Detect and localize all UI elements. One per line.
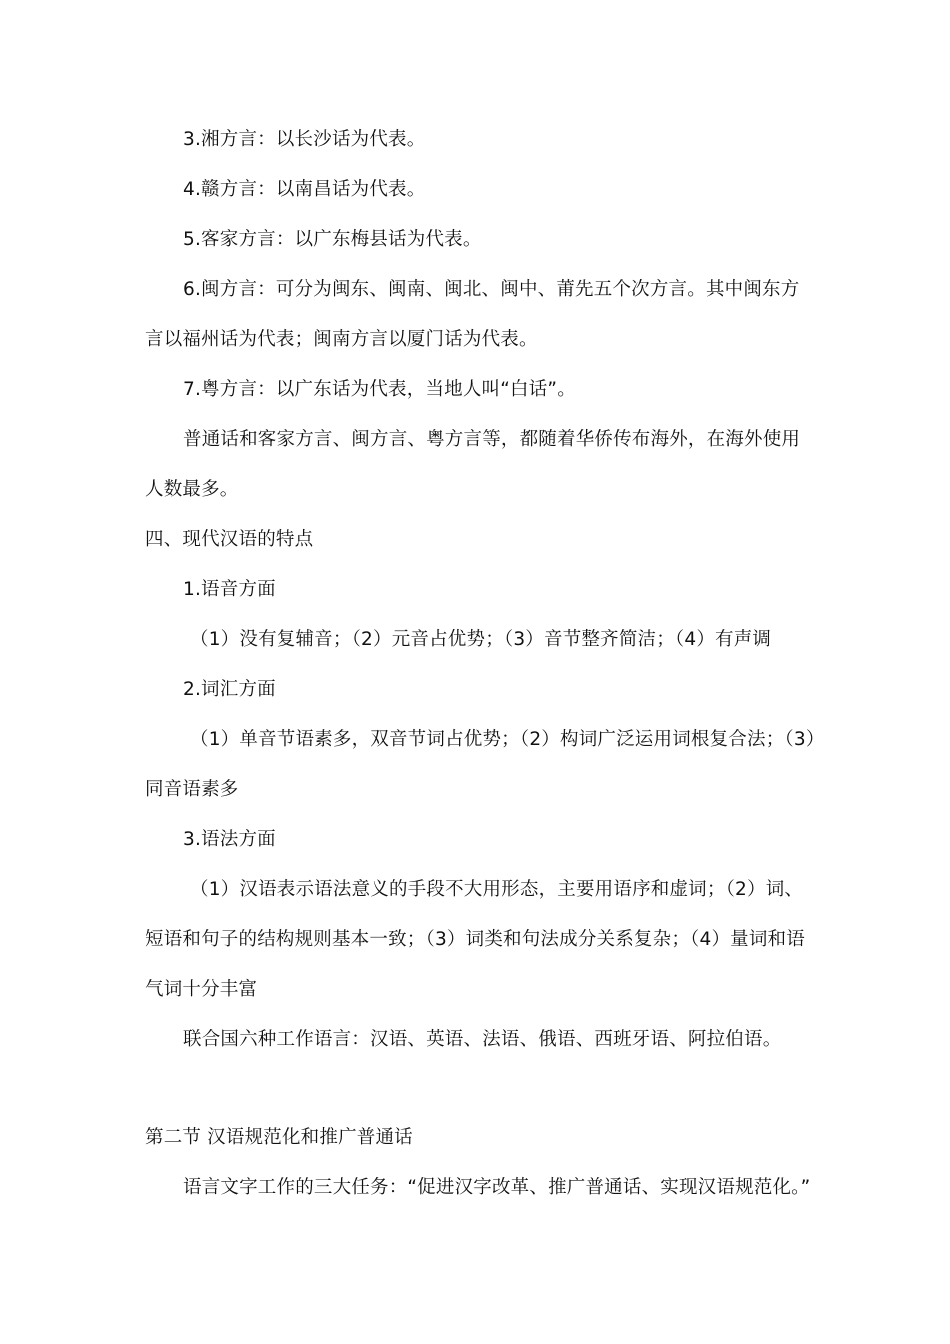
section-heading-chapter-two: 第二节 汉语规范化和推广普通话	[145, 1127, 413, 1148]
grammar-items-line-1: （1）汉语表示语法意义的手段不大用形态，主要用语序和虚词；（2）词、	[190, 879, 804, 900]
subheading-vocabulary: 2.词汇方面	[183, 679, 276, 700]
paragraph-un-languages: 联合国六种工作语言：汉语、英语、法语、俄语、西班牙语、阿拉伯语。	[183, 1029, 782, 1050]
paragraph-overseas-line-1: 普通话和客家方言、闽方言、粤方言等，都随着华侨传布海外，在海外使用	[183, 429, 801, 450]
vocabulary-items-line-2: 同音语素多	[145, 779, 239, 800]
subheading-grammar: 3.语法方面	[183, 829, 276, 850]
phonetics-items: （1）没有复辅音；（2）元音占优势；（3）音节整齐简洁；（4）有声调	[190, 629, 772, 650]
paragraph-xiang-dialect: 3.湘方言：以长沙话为代表。	[183, 129, 426, 150]
vocabulary-items-line-1: （1）单音节语素多，双音节词占优势；（2）构词广泛运用词根复合法；（3）	[190, 729, 825, 750]
paragraph-hakka-dialect: 5.客家方言：以广东梅县话为代表。	[183, 229, 482, 250]
paragraph-min-dialect-line-1: 6.闽方言：可分为闽东、闽南、闽北、闽中、莆先五个次方言。其中闽东方	[183, 279, 800, 300]
grammar-items-line-3: 气词十分丰富	[145, 979, 258, 1000]
paragraph-min-dialect-line-2: 言以福州话为代表；闽南方言以厦门话为代表。	[145, 329, 538, 350]
grammar-items-line-2: 短语和句子的结构规则基本一致；（3）词类和句法成分关系复杂；（4）量词和语	[145, 929, 805, 950]
paragraph-yue-dialect: 7.粤方言：以广东话为代表，当地人叫“白话”。	[183, 379, 576, 400]
subheading-phonetics: 1.语音方面	[183, 579, 276, 600]
paragraph-gan-dialect: 4.赣方言：以南昌话为代表。	[183, 179, 426, 200]
paragraph-overseas-line-2: 人数最多。	[145, 479, 239, 500]
section-heading-features: 四、现代汉语的特点	[145, 529, 314, 550]
paragraph-three-tasks: 语言文字工作的三大任务：“促进汉字改革、推广普通话、实现汉语规范化。”	[183, 1177, 811, 1198]
